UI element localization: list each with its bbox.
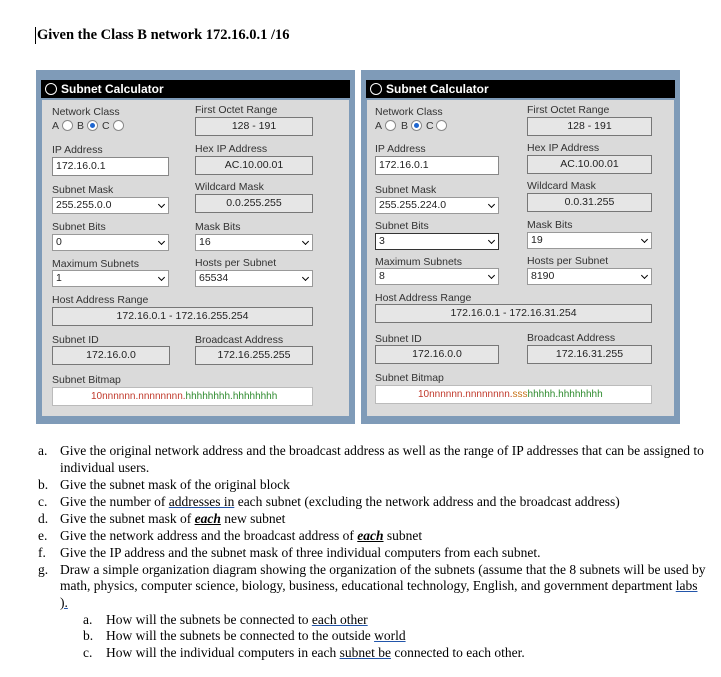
subnet-id-value: 172.16.0.0	[52, 346, 170, 365]
chevron-down-icon	[158, 201, 165, 208]
header-radio-icon	[370, 83, 382, 95]
mask-bits-select[interactable]: 16	[195, 234, 313, 251]
hosts-per-subnet-label: Hosts per Subnet	[195, 257, 277, 269]
hex-ip-value: AC.10.00.01	[195, 156, 313, 175]
class-a-label: A	[375, 120, 383, 132]
chevron-down-icon	[641, 272, 648, 279]
chevron-down-icon	[488, 272, 495, 279]
subnet-bits-label: Subnet Bits	[375, 220, 429, 232]
subnet-id-label: Subnet ID	[52, 334, 99, 346]
host-range-label: Host Address Range	[375, 292, 472, 304]
hosts-per-subnet-select[interactable]: 65534	[195, 270, 313, 287]
class-c-label: C	[426, 120, 434, 132]
mask-bits-label: Mask Bits	[195, 221, 241, 233]
subnet-calculator-subnetted	[361, 70, 680, 424]
calculator-header: Subnet Calculator	[366, 80, 675, 98]
max-subnets-label: Maximum Subnets	[52, 258, 139, 270]
chevron-down-icon	[488, 237, 495, 244]
chevron-down-icon	[641, 236, 648, 243]
hex-ip-label: Hex IP Address	[195, 143, 268, 155]
header-radio-icon	[45, 83, 57, 95]
question-g: g. Draw a simple organization diagram showing the organization of the subnets (assume that the 8 subnets will be used by math, physics, computer science, biology, business, educational technology, English, and government department labs ).	[38, 561, 706, 610]
first-octet-label: First Octet Range	[527, 104, 610, 116]
class-c-radio[interactable]	[113, 120, 124, 131]
hex-ip-label: Hex IP Address	[527, 142, 600, 154]
question-d: d. Give the subnet mask of each new subnet	[38, 510, 286, 526]
question-g-sub-a: a. How will the subnets be connected to each other	[83, 611, 368, 627]
question-c: c. Give the number of addresses in each subnet (excluding the network address and the broadcast address)	[38, 493, 620, 509]
broadcast-value: 172.16.31.255	[527, 345, 652, 364]
question-e: e. Give the network address and the broadcast address of each subnet	[38, 527, 423, 543]
first-octet-range: 128 - 191	[195, 117, 313, 136]
host-range-label: Host Address Range	[52, 294, 149, 306]
class-b-radio[interactable]	[87, 120, 98, 131]
network-class-label: Network Class	[375, 106, 443, 118]
question-f: f. Give the IP address and the subnet mask of three individual computers from each subnet.	[38, 544, 541, 560]
subnet-mask-select[interactable]: 255.255.224.0	[375, 197, 499, 214]
mask-bits-label: Mask Bits	[527, 219, 573, 231]
subnet-id-value: 172.16.0.0	[375, 345, 499, 364]
host-range-value: 172.16.0.1 - 172.16.31.254	[375, 304, 652, 323]
max-subnets-select[interactable]: 8	[375, 268, 499, 285]
calculator-panel	[367, 100, 674, 416]
chevron-down-icon	[158, 274, 165, 281]
subnet-bitmap-label: Subnet Bitmap	[375, 372, 444, 384]
hosts-per-subnet-label: Hosts per Subnet	[527, 255, 609, 267]
max-subnets-select[interactable]: 1	[52, 270, 169, 287]
question-g-sub-c: c. How will the individual computers in each subnet be connected to each other.	[83, 644, 525, 660]
network-class-label: Network Class	[52, 106, 120, 118]
subnet-bits-select[interactable]: 0	[52, 234, 169, 251]
broadcast-value: 172.16.255.255	[195, 346, 313, 365]
class-b-label: B	[401, 120, 409, 132]
first-octet-label: First Octet Range	[195, 104, 278, 116]
max-subnets-label: Maximum Subnets	[375, 256, 462, 268]
class-a-radio[interactable]	[385, 120, 396, 131]
wildcard-mask-value: 0.0.31.255	[527, 193, 652, 212]
subnet-mask-select[interactable]: 255.255.0.0	[52, 197, 169, 214]
subnet-bits-select[interactable]: 3	[375, 233, 499, 250]
ip-address-label: IP Address	[52, 144, 103, 156]
subnet-bitmap-label: Subnet Bitmap	[52, 374, 121, 386]
subnet-mask-label: Subnet Mask	[52, 184, 114, 196]
class-c-radio[interactable]	[436, 120, 447, 131]
hex-ip-value: AC.10.00.01	[527, 155, 652, 174]
subnet-bitmap: 10nnnnnn.nnnnnnnn.hhhhhhhh.hhhhhhhh	[52, 387, 313, 406]
question-g-sub-b: b. How will the subnets be connected to the outside world	[83, 628, 406, 643]
wildcard-mask-label: Wildcard Mask	[527, 180, 596, 192]
wildcard-mask-label: Wildcard Mask	[195, 181, 264, 193]
subnet-mask-label: Subnet Mask	[375, 184, 437, 196]
subnet-bitmap: 10nnnnnn.nnnnnnnn.ssshhhhh.hhhhhhhh	[375, 385, 652, 404]
class-b-radio[interactable]	[411, 120, 422, 131]
host-range-value: 172.16.0.1 - 172.16.255.254	[52, 307, 313, 326]
broadcast-label: Broadcast Address	[195, 334, 284, 346]
class-c-label: C	[102, 120, 110, 132]
chevron-down-icon	[488, 201, 495, 208]
calculator-panel	[42, 100, 349, 416]
page-title: Given the Class B network 172.16.0.1 /16	[37, 27, 290, 43]
ip-address-label: IP Address	[375, 143, 426, 155]
hosts-per-subnet-select[interactable]: 8190	[527, 268, 652, 285]
ip-address-input[interactable]: 172.16.0.1	[52, 157, 169, 176]
calculator-header: Subnet Calculator	[41, 80, 350, 98]
chevron-down-icon	[302, 238, 309, 245]
subnet-calculator-original	[36, 70, 355, 424]
ip-address-input[interactable]: 172.16.0.1	[375, 156, 499, 175]
wildcard-mask-value: 0.0.255.255	[195, 194, 313, 213]
class-a-label: A	[52, 120, 60, 132]
subnet-id-label: Subnet ID	[375, 333, 422, 345]
question-a: a. Give the original network address and the broadcast address as well as the range of IP addresses that can be assigned to individual users.	[38, 443, 704, 475]
subnet-bits-label: Subnet Bits	[52, 221, 106, 233]
chevron-down-icon	[302, 274, 309, 281]
chevron-down-icon	[158, 238, 165, 245]
question-list	[38, 443, 708, 661]
class-b-label: B	[77, 120, 85, 132]
mask-bits-select[interactable]: 19	[527, 232, 652, 249]
question-b: b. Give the subnet mask of the original block	[38, 476, 290, 492]
first-octet-range: 128 - 191	[527, 117, 652, 136]
class-a-radio[interactable]	[62, 120, 73, 131]
broadcast-label: Broadcast Address	[527, 332, 616, 344]
